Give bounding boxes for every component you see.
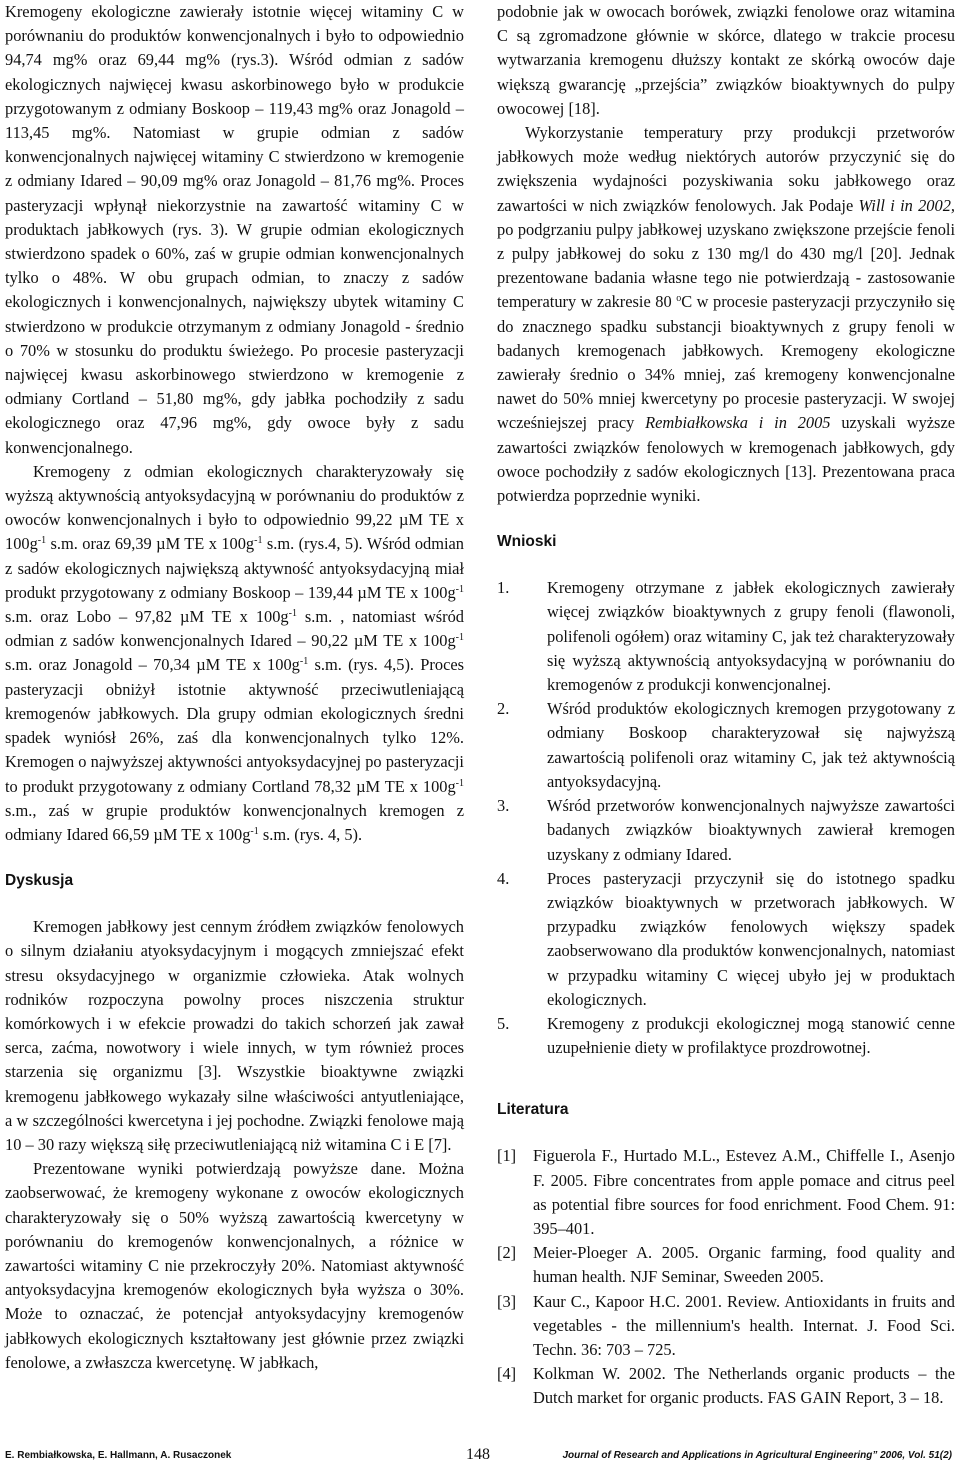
- section-heading-conclusions: Wnioski: [497, 533, 557, 551]
- section-heading-references: Literatura: [497, 1101, 569, 1119]
- discussion-paragraph-4: Wykorzystanie temperatury przy produkcji przetworów jabłkowych może według niektórych autorów przyczynić się do zwiększenia wydajności pozyskiwania soku jabłkowego oraz zawartości w nich związków fenolowych. Jak Podaje Will i in 2002, po podgrzaniu pulpy jabłkowej uzyskano zwiększone przejście fenoli z pulpy jabłkowej do soku z 130 mg/l do 430 mg/l [20]. Jednak prezentowane badania własne tego nie potwierdzają - zastosowanie temperatury w zakresie 80 $^o$C w procesie pasteryzacji przyczyniło się do znacznego spadku substancji bioaktywnych z grupy fenoli w badanych kremogenach jabłkowych. Kremogeny ekologiczne zawierały średnio o 34% mniej, zaś kremogeny konwencjonalne nawet do 50% mniej kwercetyny po procesie pasteryzacji. W swojej wcześniejszej pracy Rembiałkowska i in 2005 uzyskali wyższe zawartości związków fenolowych w kremogenach jabłkowych, gdy owoce pochodziły z sadów ekologicznych [13]. Prezentowana praca potwierdza poprzednie wyniki.: [497, 123, 955, 506]
- footer-journal: Journal of Research and Applications in Agricultural Engineering” 2006, Vol. 51(2): [562, 1450, 952, 1461]
- results-paragraph-vitamin-c: Kremogeny ekologiczne zawierały istotnie więcej witaminy C w porównaniu do produktów konwencjonalnych i było to odpowiednio 94,74 mg% oraz 69,44 mg% (rys.3). Wśród odmian z sadów ekologicznych najwięcej kwasu askorbinowego było w produkcie przygotowanym z odmiany Boskoop – 119,43 mg% oraz Jonagold – 113,45 mg%. Natomiast w grupie odmian z sadów konwencjonalnych najwięcej witaminy C stwierdzono w kremogenie z odmiany Idared – 90,09 mg% oraz Jonagold – 81,76 mg%. Proces pasteryzacji wpłynął niekorzystnie na zawartość witaminy C w produktach jabłkowych (rys. 3). W grupie odmian ekologicznych stwierdzono spadek o 60%, zaś w grupie odmian konwencjonalnych tylko o 48%. W obu grupach odmian, to znaczy z sadów ekologicznych i konwencjonalnych, największy ubytek witaminy C stwierdzono w produkcie otrzymanym z odmiany Jonagold - średnio o 70% w stosunku do produktu świeżego. Po procesie pasteryzacji najwięcej kwasu askorbinowego stwierdzono w kremogenie z odmiany Cortland – 51,80 mg%, gdy jabłka pochodziły z sadu ekologicznego oraz 47,96 mg%, gdy owoce były z sadu konwencjonalnego.: [5, 2, 464, 457]
- section-heading-discussion: Dyskusja: [5, 872, 74, 890]
- conclusion-item: 2. Wśród produktów ekologicznych kremogen przygotowany z odmiany Boskoop charakteryzował się najwyższą zawartością polifenoli oraz witaminy C, jak też aktywnością antyoksydacyjną.: [497, 699, 955, 791]
- left-column: [5, 0, 464, 1375]
- discussion-paragraph-1: Kremogen jabłkowy jest cennym źródłem związków fenolowych o silnym działaniu atyoksydacyjnym i mogących zmniejszać efekt stresu oksydacyjnego w organizmie człowieka. Atak wolnych rodników rozpoczyna powolny proces niszczenia struktur komórkowych i w efekcie prowadzi do takich schorzeń jak zawał serca, zaćma, nowotwory i wiele innych, w tym również proces starzenia się organizmu [3]. Wszystkie bioaktywne związki kremogenu jabłkowego wykazały silne właściwości antyutleniające, a w szczególności kwercetyna i jej pochodne. Związki fenolowe mają 10 – 30 razy większą siłę przeciwutleniającą niż witamina C i E [7].: [5, 917, 464, 1154]
- reference-item: [1] Figuerola F., Hurtado M.L., Estevez A.M., Chiffelle I., Asenjo F. 2005. Fibre concentrates from apple pomace and citrus peel as potential fibre sources for food enrichment. Food Chem. 91: 395–401.: [497, 1146, 955, 1238]
- conclusion-item: 3. Wśród przetworów konwencjonalnych najwyższe zawartości badanych związków bioaktywnych zawierał kremogen uzyskany z odmiany Idared.: [497, 796, 955, 864]
- conclusion-item: 4. Proces pasteryzacji przyczynił się do istotnego spadku związków bioaktywnych w przetworach jabłkowych. W przypadku związków fenolowych większy spadek zaobserwowano dla produktów konwencjonalnych, natomiast w przypadku witaminy C więcej ubyło jej w produktach ekologicznych.: [497, 868, 955, 1009]
- conclusions-list: [497, 576, 955, 1060]
- citation-will: Will i in 2002,: [858, 195, 955, 215]
- reference-item: [2] Meier-Ploeger A. 2005. Organic farming, food quality and human health. NJF Seminar, Sweeden 2005.: [497, 1243, 955, 1287]
- page-number: 148: [466, 1446, 490, 1463]
- references-list: [497, 1144, 955, 1410]
- discussion-paragraph-2: Prezentowane wyniki potwierdzają powyższe dane. Można zaobserwować, że kremogeny wykonane z owoców ekologicznych charakteryzowały się o 50% wyższą zawartością kwercetyny w porównaniu do kremogenów konwencjonalnych, a różnice w zawartości witaminy C nie przekroczyły 20%. Natomiast aktywność antyoksydacyjna kremogenów ekologicznych była wyższa o 30%. Może to oznaczać, że potencjał antyoksydacyjny kremogenów jabłkowych ekologicznych kształtowany jest głównie przez związki fenolowe, a zwłaszcza kwercetynę. W jabłkach,: [5, 1159, 464, 1372]
- page-footer: [0, 1444, 960, 1468]
- conclusion-item: 1. Kremogeny otrzymane z jabłek ekologicznych zawierały więcej związków bioaktywnych z grupy fenoli (flawonoli, polifenoli ogółem) oraz witaminy C, jak też charakteryzowały się wyższą aktywnością antyoksydacyjną w porównaniu do kremogenów z produkcji konwencjonalnej.: [497, 578, 955, 695]
- reference-item: [4] Kolkman W. 2002. The Netherlands organic products – the Dutch market for organic products. FAS GAIN Report, 3 – 18.: [497, 1364, 955, 1408]
- reference-item: [3] Kaur C., Kapoor H.C. 2001. Review. Antioxidants in fruits and vegetables - the millennium's health. Internat. J. Food Sci. Techn. 36: 703 – 725.: [497, 1291, 955, 1359]
- results-paragraph-antioxidant: Kremogeny z odmian ekologicznych charakteryzowały się wyższą aktywnością antyoksydacyjną w porównaniu do produktów z owoców konwencjonalnych i było to odpowiednio 99,22 µM TE x $100g^{-1}$ s.m. oraz 69,39 µM TE x $100g^{-1}$ s.m. (rys.4, 5). Wśród odmian z sadów ekologicznych największą aktywność antyoksydacyjną miał produkt przygotowany z odmiany Boskoop – 139,44 µM TE x $100g^{-1}$ s.m. oraz Lobo – 97,82 µM TE x $100g^{-1}$ s.m. , natomiast wśród odmian z sadów konwencjonalnych Idared – 90,22 µM TE x $100g^{-1}$ s.m. oraz Jonagold – 70,34 µM TE x $100g^{-1}$ s.m. (rys. 4,5). Proces pasteryzacji obniżył istotnie aktywność przeciwutleniającą kremogenów jabłkowych. Dla grupy odmian ekologicznych średni spadek wyniósł 26%, zaś dla konwencjonalnych tylko 12%. Kremogen o najwyższej aktywności antyoksydacyjnej po pasteryzacji to produkt przygotowany z odmiany Cortland 78,32 µM TE x $100g^{-1}$ s.m., zaś w grupie produktów konwencjonalnych kremogen z odmiany Idared 66,59 µM TE x $100g^{-1}$ s.m. (rys. 4, 5).: [5, 461, 465, 844]
- conclusion-item: 5. Kremogeny z produkcji ekologicznej mogą stanowić cenne uzupełnienie diety w profilaktyce prozdrowotnej.: [497, 1013, 955, 1058]
- right-column: [497, 0, 955, 1411]
- citation-rembialkowska: Rembiałkowska i in 2005: [645, 413, 831, 433]
- discussion-paragraph-3: podobnie jak w owocach borówek, związki fenolowe oraz witamina C są zgromadzone głównie w skórce, dlatego w trakcie procesu wytwarzania kremogenu dłuższy kontakt ze skórką owoców daje większą gwarancję „przejścia” związków bioaktywnych do pulpy owocowej [18].: [497, 2, 955, 118]
- footer-authors: E. Rembiałkowska, E. Hallmann, A. Rusaczonek: [5, 1450, 232, 1461]
